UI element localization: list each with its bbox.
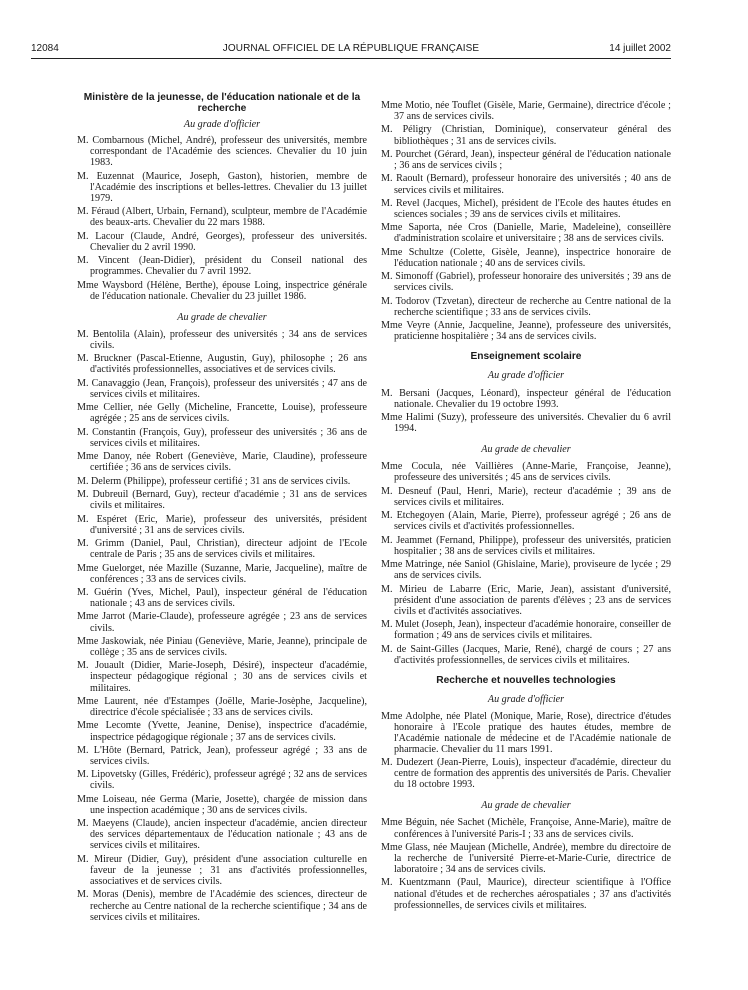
honoree-entry: M. Canavaggio (Jean, François), professeur des universités ; 47 ans de services civils et militaires. — [77, 377, 367, 400]
honoree-entry: M. Guérin (Yves, Michel, Paul), inspecteur général de l'éducation nationale ; 43 ans de services civils. — [77, 586, 367, 610]
honoree-entry: M. Lacour (Claude, André, Georges), professeur des universités. Chevalier du 2 avril 1990. — [77, 230, 367, 253]
entry-list-continued — [381, 100, 671, 342]
honoree-entry: Mme Jarrot (Marie-Claude), professeure agrégée ; 23 ans de services civils. — [77, 611, 367, 634]
honoree-entry: M. Jeammet (Fernand, Philippe), professeur des universités, praticien hospitalier ; 38 ans de services civils et militaires. — [381, 534, 671, 557]
honoree-entry: M. Etchegoyen (Alain, Marie, Pierre), professeur agrégé ; 26 ans de services civils et d'activités professionnelles. — [381, 510, 671, 533]
grade-heading-officier: Au grade d'officier — [487, 693, 565, 705]
grade-heading-officier: Au grade d'officier — [183, 119, 261, 130]
honoree-entry: M. Grimm (Daniel, Paul, Christian), directeur adjoint de l'Ecole centrale de Paris ; 35 ans de services civils et militaires. — [77, 538, 367, 561]
honoree-entry: Mme Cellier, née Gelly (Micheline, Francette, Louise), professeure agrégée ; 25 ans de services civils. — [77, 402, 367, 425]
honoree-entry: Mme Schultze (Colette, Gisèle, Jeanne), inspectrice honoraire de l'éducation nationale ; 40 ans de services civils. — [381, 246, 671, 269]
entry-list-officier — [381, 388, 671, 435]
honoree-entry: M. Moras (Denis), membre de l'Académie des sciences, directeur de recherche au Centre national de la recherche scientifique ; 34 ans de services civils et militaires. — [77, 889, 367, 923]
honoree-entry: M. Dubreuil (Bernard, Guy), recteur d'académie ; 31 ans de services civils et militaires. — [77, 489, 367, 512]
grade-heading-chevalier: Au grade de chevalier — [177, 311, 267, 323]
page-header — [31, 43, 671, 57]
honoree-entry: M. Desneuf (Paul, Henri, Marie), recteur d'académie ; 39 ans de services civils et militaires. — [381, 485, 671, 508]
honoree-entry: M. Lipovetsky (Gilles, Frédéric), professeur agrégé ; 32 ans de services civils. — [77, 769, 367, 792]
honoree-entry: M. Jouault (Didier, Marie-Joseph, Désiré), inspecteur d'académie, inspecteur pédagogique régional ; 30 ans de services civils et militaires. — [77, 660, 367, 694]
honoree-entry: Mme Waysbord (Hélène, Berthe), épouse Loing, inspectrice générale de l'éducation nationale. Chevalier du 23 juillet 1986. — [77, 279, 367, 302]
entry-list-officier — [381, 711, 671, 791]
honoree-entry: Mme Saporta, née Cros (Danielle, Marie, Madeleine), conseillère d'administration scolaire et universitaire ; 38 ans de services civils. — [381, 222, 671, 245]
honoree-entry: Mme Cocula, née Vaillières (Anne-Marie, Françoise, Jeanne), professeure des universités ; 45 ans de services civils. — [381, 461, 671, 484]
entry-list-chevalier — [381, 817, 671, 910]
honoree-entry: M. Vincent (Jean-Didier), président du Conseil national des programmes. Chevalier du 7 avril 1992. — [77, 255, 367, 278]
honoree-entry: M. Combarnous (Michel, André), professeur des universités, membre correspondant de l'Académie des sciences. Chevalier du 10 juin 1983. — [77, 135, 367, 169]
honoree-entry: M. Constantin (François, Guy), professeur des universités ; 36 ans de services civils et militaires. — [77, 426, 367, 449]
grade-heading-officier: Au grade d'officier — [487, 370, 565, 382]
honoree-entry: Mme Jaskowiak, née Piniau (Geneviève, Marie, Jeanne), principale de collège ; 35 ans de services civils. — [77, 635, 367, 658]
grade-heading-chevalier: Au grade de chevalier — [481, 800, 571, 812]
honoree-entry: M. Delerm (Philippe), professeur certifié ; 31 ans de services civils. — [77, 475, 351, 487]
honoree-entry: Mme Danoy, née Robert (Geneviève, Marie, Claudine), professeure certifiée ; 36 ans de services civils. — [77, 451, 367, 474]
honoree-entry: M. L'Hôte (Bernard, Patrick, Jean), professeur agrégé ; 33 ans de services civils. — [77, 744, 367, 767]
honoree-entry: M. Mulet (Joseph, Jean), inspecteur d'académie honoraire, conseiller de formation ; 49 ans de services civils et militaires. — [381, 619, 671, 642]
left-column — [77, 92, 367, 925]
honoree-entry: M. Maeyens (Claude), ancien inspecteur d'académie, ancien directeur des services départementaux de l'éducation nationale ; 43 ans de services civils et militaires. — [77, 818, 367, 852]
honoree-entry: M. Féraud (Albert, Urbain, Fernand), sculpteur, membre de l'Académie des beaux-arts. Chevalier du 22 mars 1988. — [77, 206, 367, 229]
entry-list-officier — [77, 135, 367, 302]
section-title-enseignement-scolaire: Enseignement scolaire — [470, 351, 582, 363]
honoree-entry: Mme Veyre (Annie, Jacqueline, Jeanne), professeure des universités, praticienne hospitalière ; 34 ans de services civils. — [381, 320, 671, 343]
honoree-entry: M. Simonoff (Gabriel), professeur honoraire des universités ; 39 ans de services civils. — [381, 271, 671, 294]
entry-list-chevalier — [381, 461, 671, 666]
grade-heading-chevalier: Au grade de chevalier — [481, 444, 571, 456]
header-rule — [31, 58, 671, 59]
issue-date: 14 juillet 2002 — [609, 43, 671, 54]
page-number: 12084 — [31, 43, 59, 54]
section-title-recherche: Recherche et nouvelles technologies — [436, 674, 616, 686]
honoree-entry: M. Bentolila (Alain), professeur des universités ; 34 ans de services civils. — [77, 328, 367, 351]
honoree-entry: Mme Loiseau, née Germa (Marie, Josette), chargée de mission dans une inspection académique ; 30 ans de services civils. — [77, 793, 367, 816]
honoree-entry: Mme Matringe, née Saniol (Ghislaine, Marie), proviseure de lycée ; 29 ans de services civils. — [381, 559, 671, 582]
honoree-entry: Mme Halimi (Suzy), professeure des universités. Chevalier du 6 avril 1994. — [381, 411, 671, 435]
honoree-entry: M. Raoult (Bernard), professeur honoraire des universités ; 40 ans de services civils et militaires. — [381, 173, 671, 196]
entry-list-chevalier — [77, 329, 367, 923]
honoree-entry: M. Bersani (Jacques, Léonard), inspecteur général de l'éducation nationale. Chevalier du 19 octobre 1993. — [381, 387, 671, 410]
honoree-entry: M. Euzennat (Maurice, Joseph, Gaston), historien, membre de l'Académie des inscriptions et belles-lettres. Chevalier du 13 juillet 1979. — [77, 170, 367, 204]
honoree-entry: M. Revel (Jacques, Michel), président de l'Ecole des hautes études en sciences sociales ; 39 ans de services civils et militaires. — [381, 197, 671, 220]
honoree-entry: M. de Saint-Gilles (Jacques, Marie, René), chargé de cours ; 27 ans d'activités professionnelles, de services civils et militaires. — [381, 643, 671, 666]
honoree-entry: Mme Laurent, née d'Estampes (Joëlle, Marie-Josèphe, Jacqueline), directrice d'école spécialisée ; 33 ans de services civils. — [77, 695, 367, 719]
honoree-entry: M. Pourchet (Gérard, Jean), inspecteur général de l'éducation nationale ; 36 ans de services civils ; — [381, 148, 671, 172]
right-column — [381, 100, 671, 913]
honoree-entry: M. Todorov (Tzvetan), directeur de recherche au Centre national de la recherche scientifique ; 33 ans de services civils. — [381, 295, 671, 318]
honoree-entry: M. Dudezert (Jean-Pierre, Louis), inspecteur d'académie, directeur du centre de formation des apprentis des universités de Paris. Chevalier du 18 octobre 1993. — [381, 757, 671, 791]
honoree-entry: M. Péligry (Christian, Dominique), conservateur général des bibliothèques ; 31 ans de services civils. — [381, 124, 671, 147]
honoree-entry: Mme Béguin, née Sachet (Michèle, Françoise, Anne-Marie), maître de conférences à l'université Paris-I ; 33 ans de services civils. — [381, 817, 671, 840]
honoree-entry: Mme Adolphe, née Platel (Monique, Marie, Rose), directrice d'études honoraire à l'Ecole pratique des hautes études, membre de l'Académie nationale de médecine et de l'Académie nationale de pharmacie. Chevalier du 11 mars 1991. — [381, 710, 671, 755]
honoree-entry: Mme Glass, née Maujean (Michelle, Andrée), membre du directoire de la recherche de l'université Pierre-et-Marie-Curie, directrice de laboratoire ; 34 ans de services civils. — [381, 841, 671, 876]
section-title-ministere: Ministère de la jeunesse, de l'éducation nationale et de la recherche — [83, 92, 361, 114]
journal-title: JOURNAL OFFICIEL DE LA RÉPUBLIQUE FRANÇAISE — [222, 43, 480, 54]
honoree-entry: M. Mirieu de Labarre (Eric, Marie, Jean), assistant d'université, président d'une association de parents d'élèves ; 23 ans de services civils et d'activités associatives. — [381, 583, 671, 617]
honoree-entry: Mme Lecomte (Yvette, Jeanine, Denise), inspectrice d'académie, inspectrice pédagogique régionale ; 37 ans de services civils. — [77, 720, 367, 743]
honoree-entry: M. Kuentzmann (Paul, Maurice), directeur scientifique à l'Office national d'études et de recherches aérospatiales ; 37 ans d'activités professionnelles, de services civils et militaires. — [381, 877, 671, 911]
honoree-entry: Mme Motio, née Touflet (Gisèle, Marie, Germaine), directrice d'école ; 37 ans de services civils. — [381, 100, 671, 123]
honoree-entry: Mme Guelorget, née Mazille (Suzanne, Marie, Jacqueline), maître de conférences ; 33 ans de services civils. — [77, 562, 367, 585]
honoree-entry: M. Bruckner (Pascal-Etienne, Augustin, Guy), philosophe ; 26 ans d'activités professionnelles, associatives et de services civils. — [77, 353, 367, 376]
honoree-entry: M. Mireur (Didier, Guy), président d'une association culturelle en faveur de la jeunesse ; 31 ans d'activités professionnelles, associatives et de services civils. — [77, 853, 367, 888]
honoree-entry: M. Espéret (Eric, Marie), professeur des universités, président d'université ; 31 ans de services civils. — [77, 513, 367, 536]
